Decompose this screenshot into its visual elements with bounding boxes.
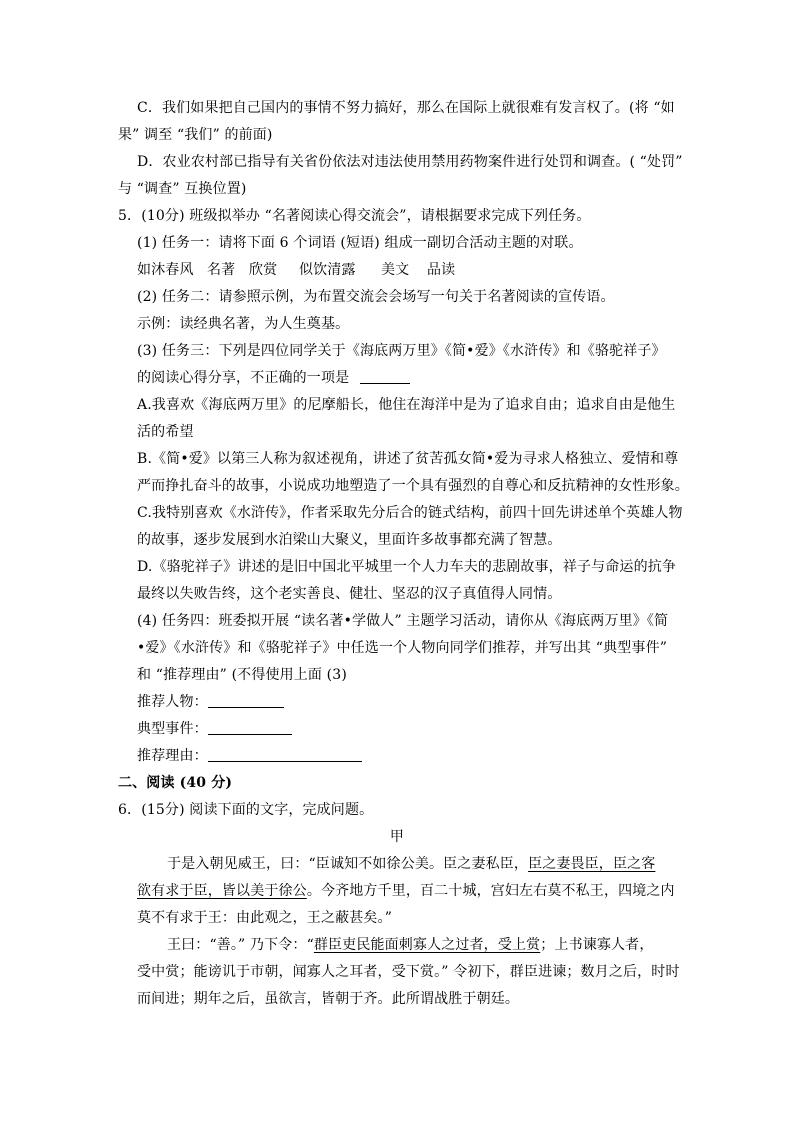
task-4-line2: •爱》《水浒传》和《骆驼祥子》中任选一个人物向同学们推荐，并写出其 “典型事件” <box>137 640 668 656</box>
question-5-heading: 5．(10分) 班级拟举办 “名著阅读心得交流会”，请根据要求完成下列任务。 <box>118 208 591 224</box>
recommend-reason-row <box>137 746 362 766</box>
passage-text: 王曰：“善。” 乃下令：“ <box>167 937 314 953</box>
passage-jia-title: 甲 <box>389 829 405 845</box>
task-3-prompt: 的阅读心得分享，不正确的一项是 <box>137 370 350 386</box>
underlined-text: 群臣吏民能面刺寡人之过者，受上赏 <box>313 937 541 953</box>
word-list <box>137 260 455 280</box>
word-item: 名著 <box>207 262 236 278</box>
passage-p1-line2 <box>137 881 675 901</box>
recommend-person-label: 推荐人物： <box>137 694 208 710</box>
typical-event-label: 典型事件： <box>137 721 208 737</box>
word-item: 欣赏 <box>249 262 278 278</box>
recommend-person-blank[interactable] <box>208 693 284 708</box>
choice-d-line2: 最终以失败告终，这个老实善良、健壮、坚忍的汉子真值得人同情。 <box>137 586 562 602</box>
passage-text: ；上书谏寡人者， <box>540 937 654 953</box>
word-item: 如沐春风 <box>137 262 194 278</box>
choice-a-line1: A.我喜欢《海底两万里》的尼摩船长，他住在海洋中是为了追求自由；追求自由是他生 <box>137 397 676 413</box>
option-d-line1: D．农业农村部已指导有关省份依法对违法使用禁用药物案件进行处罚和调查。( “处罚” <box>137 154 683 170</box>
passage-p2-line1 <box>167 935 653 955</box>
recommend-person-row <box>137 692 284 712</box>
choice-b-line2: 严而挣扎奋斗的故事，小说成功地塑造了一个具有强烈的自尊心和反抗精神的女性形象。 <box>137 478 689 494</box>
choice-a-line2: 活的希望 <box>137 424 194 440</box>
underlined-text: 欲有求于臣，皆以美于徐公 <box>137 883 307 899</box>
question-6-heading: 6．(15分) 阅读下面的文字，完成问题。 <box>118 802 374 818</box>
task-2-example: 示例：读经典名著，为人生奠基。 <box>137 316 350 332</box>
recommend-reason-blank[interactable] <box>208 747 362 762</box>
typical-event-row <box>137 719 292 739</box>
word-item: 品读 <box>427 262 456 278</box>
task-1-text: (1) 任务一：请将下面 6 个词语 (短语) 组成一副切合活动主题的对联。 <box>137 235 583 251</box>
passage-p2-line2: 受中赏；能谤讥于市朝，闻寡人之耳者，受下赏。” 令初下，群臣进谏；数月之后，时时 <box>137 964 680 980</box>
choice-d-line1: D.《骆驼祥子》讲述的是旧中国北平城里一个人力车夫的悲剧故事，祥子与命运的抗争 <box>137 559 677 575</box>
choice-c-line1: C.我特别喜欢《水浒传》，作者采取先分后合的链式结构，前四十回先讲述单个英雄人物 <box>137 505 683 521</box>
task-2-text: (2) 任务二：请参照示例，为布置交流会会场写一句关于名著阅读的宣传语。 <box>137 289 615 305</box>
word-item: 似饮清露 <box>299 262 356 278</box>
task-4-line3: 和 “推荐理由” (不得使用上面 (3) <box>137 667 347 683</box>
task-3-line2 <box>137 368 410 388</box>
recommend-reason-label: 推荐理由： <box>137 748 208 764</box>
option-c-line2: 果” 调至 “我们” 的前面) <box>118 127 273 143</box>
choice-b-line1: B.《简•爱》以第三人称为叙述视角，讲述了贫苦孤女简•爱为寻求人格独立、爱情和尊 <box>137 451 679 467</box>
task-3-line1: (3) 任务三：下列是四位同学关于《海底两万里》《简•爱》《水浒传》和《骆驼祥子》 <box>137 343 666 359</box>
choice-c-line2: 的故事，逐步发展到水泊梁山大聚义，里面许多故事都充满了智慧。 <box>137 532 562 548</box>
task-4-line1: (4) 任务四：班委拟开展 “读名著•学做人” 主题学习活动，请你从《海底两万里》《简 <box>137 613 669 629</box>
answer-blank[interactable] <box>360 369 410 384</box>
option-d-line2: 与 “调查” 互换位置) <box>118 181 247 197</box>
underlined-text: 臣之妻畏臣，臣之客 <box>528 856 656 872</box>
passage-text: 于是入朝见威王，曰：“臣诚知不如徐公美。臣之妻私臣， <box>167 856 529 872</box>
passage-p1-line3: 莫不有求于王：由此观之，王之蔽甚矣。” <box>137 910 393 926</box>
word-item: 美文 <box>381 262 410 278</box>
option-c-line1: C．我们如果把自己国内的事情不努力搞好，那么在国际上就很难有发言权了。(将 “如 <box>137 100 675 116</box>
section-2-heading: 二、阅读 (40 分) <box>118 775 233 791</box>
passage-p2-line3: 而间进；期年之后，虽欲言，皆朝于齐。此所谓战胜于朝廷。 <box>137 991 520 1007</box>
typical-event-blank[interactable] <box>208 720 292 735</box>
passage-p1-line1 <box>167 854 655 874</box>
passage-text: 。今齐地方千里，百二十城，宫妇左右莫不私王，四境之内 <box>306 883 675 899</box>
